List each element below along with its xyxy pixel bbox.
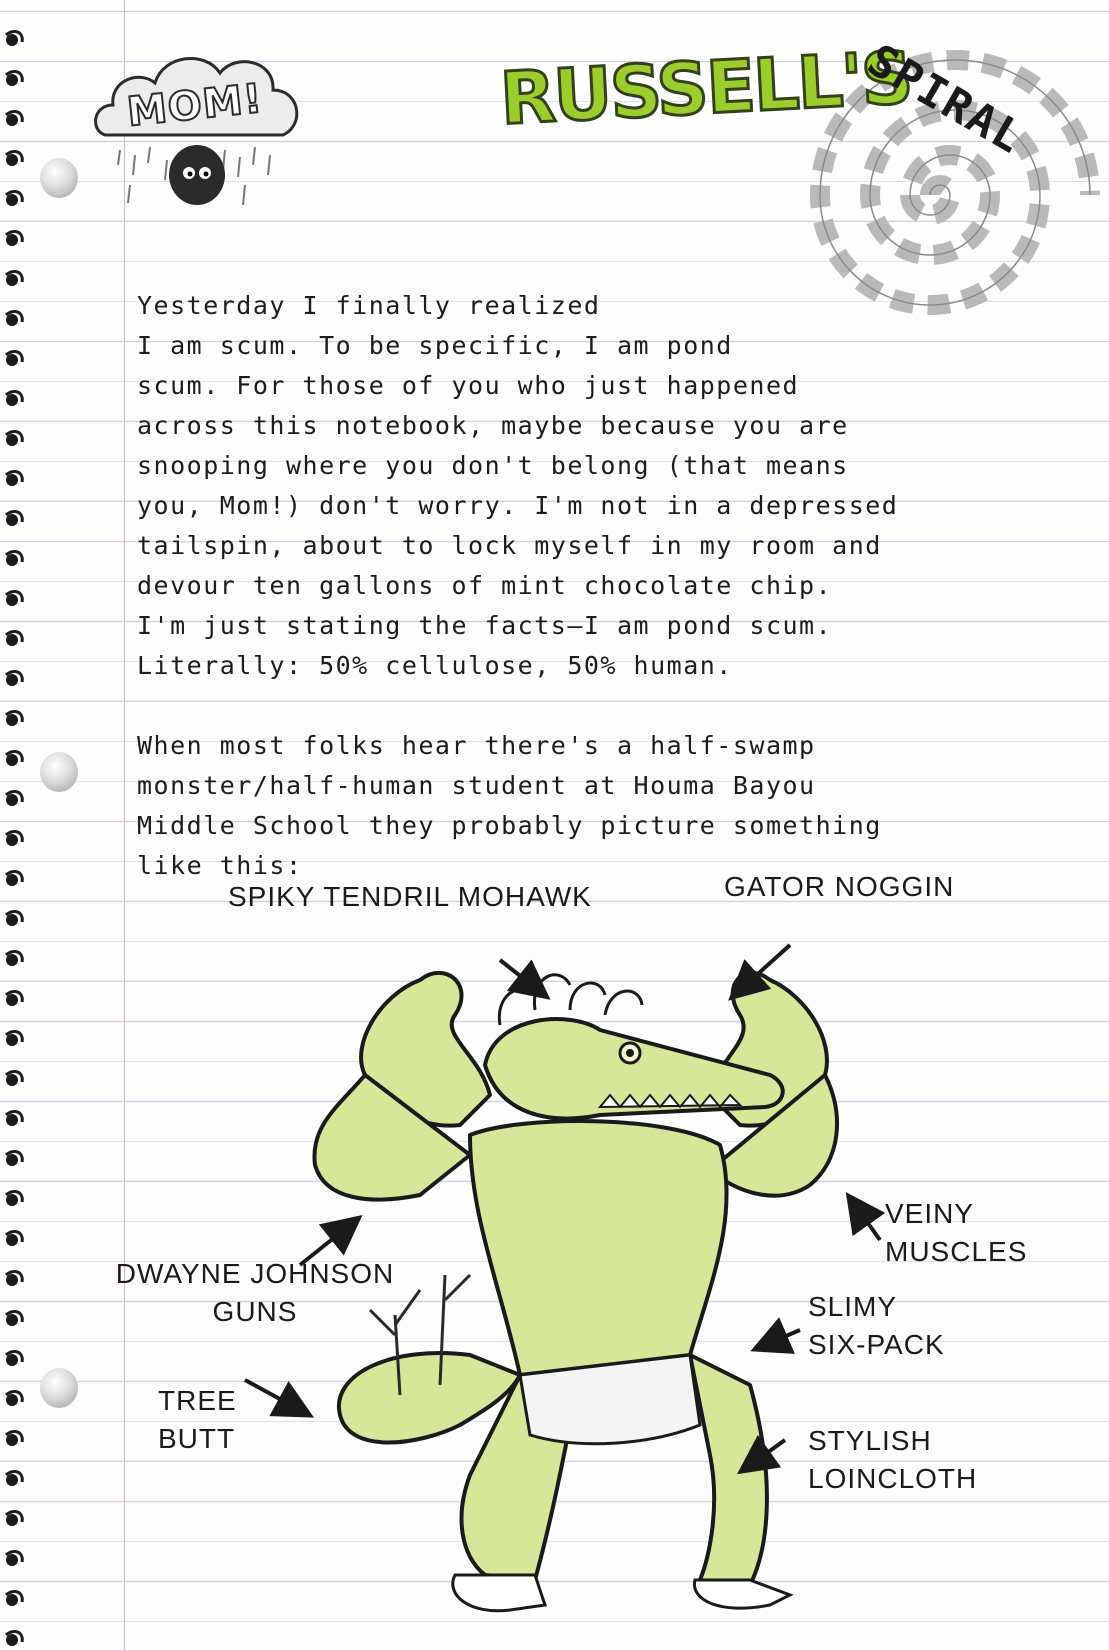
journal-line: Middle School they probably picture something: [137, 811, 882, 840]
arrow-guns: [300, 1225, 350, 1265]
journal-line: Literally: 50% cellulose, 50% human.: [137, 651, 733, 680]
journal-line: like this:: [137, 851, 303, 880]
mom-label: MOM!: [124, 75, 265, 136]
arrow-tree-butt: [245, 1380, 300, 1410]
label-mohawk: SPIKY TENDRIL MOHAWK: [228, 881, 592, 912]
journal-line: When most folks hear there's a half-swamp: [137, 731, 816, 760]
journal-line: devour ten gallons of mint chocolate chip.: [137, 571, 833, 600]
label-veiny-muscles: VEINY MUSCLES: [885, 1198, 1028, 1267]
journal-line: I'm just stating the facts—I am pond scum.: [137, 611, 833, 640]
journal-line: across this notebook, maybe because you are: [137, 411, 849, 440]
title-spiral: SPIRAL: [858, 34, 1033, 165]
journal-line: monster/half-human student at Houma Bayou: [137, 771, 816, 800]
arrow-muscles: [855, 1205, 880, 1240]
label-dwayne-johnson-guns: DWAYNE JOHNSON GUNS: [115, 1258, 395, 1327]
journal-line: you, Mom!) don't worry. I'm not in a depressed: [137, 491, 899, 520]
label-gator-noggin: GATOR NOGGIN: [724, 871, 955, 902]
arrow-loincloth: [750, 1440, 785, 1465]
journal-line: scum. For those of you who just happened: [137, 371, 800, 400]
label-slimy-six-pack: SLIMY SIX-PACK: [808, 1291, 945, 1360]
arrow-sixpack: [765, 1330, 800, 1345]
journal-line: I am scum. To be specific, I am pond: [137, 331, 733, 360]
title-russells: RUSSELL'S: [498, 35, 914, 141]
arrow-noggin: [740, 945, 790, 990]
journal-line: tailspin, about to lock myself in my room and: [137, 531, 882, 560]
journal-line: Yesterday I finally realized: [137, 291, 601, 320]
arrow-mohawk: [500, 960, 538, 990]
label-tree-butt: TREE BUTT: [158, 1385, 237, 1454]
journal-line: snooping where you don't belong (that means: [137, 451, 849, 480]
label-stylish-loincloth: STYLISH LOINCLOTH: [808, 1425, 978, 1494]
